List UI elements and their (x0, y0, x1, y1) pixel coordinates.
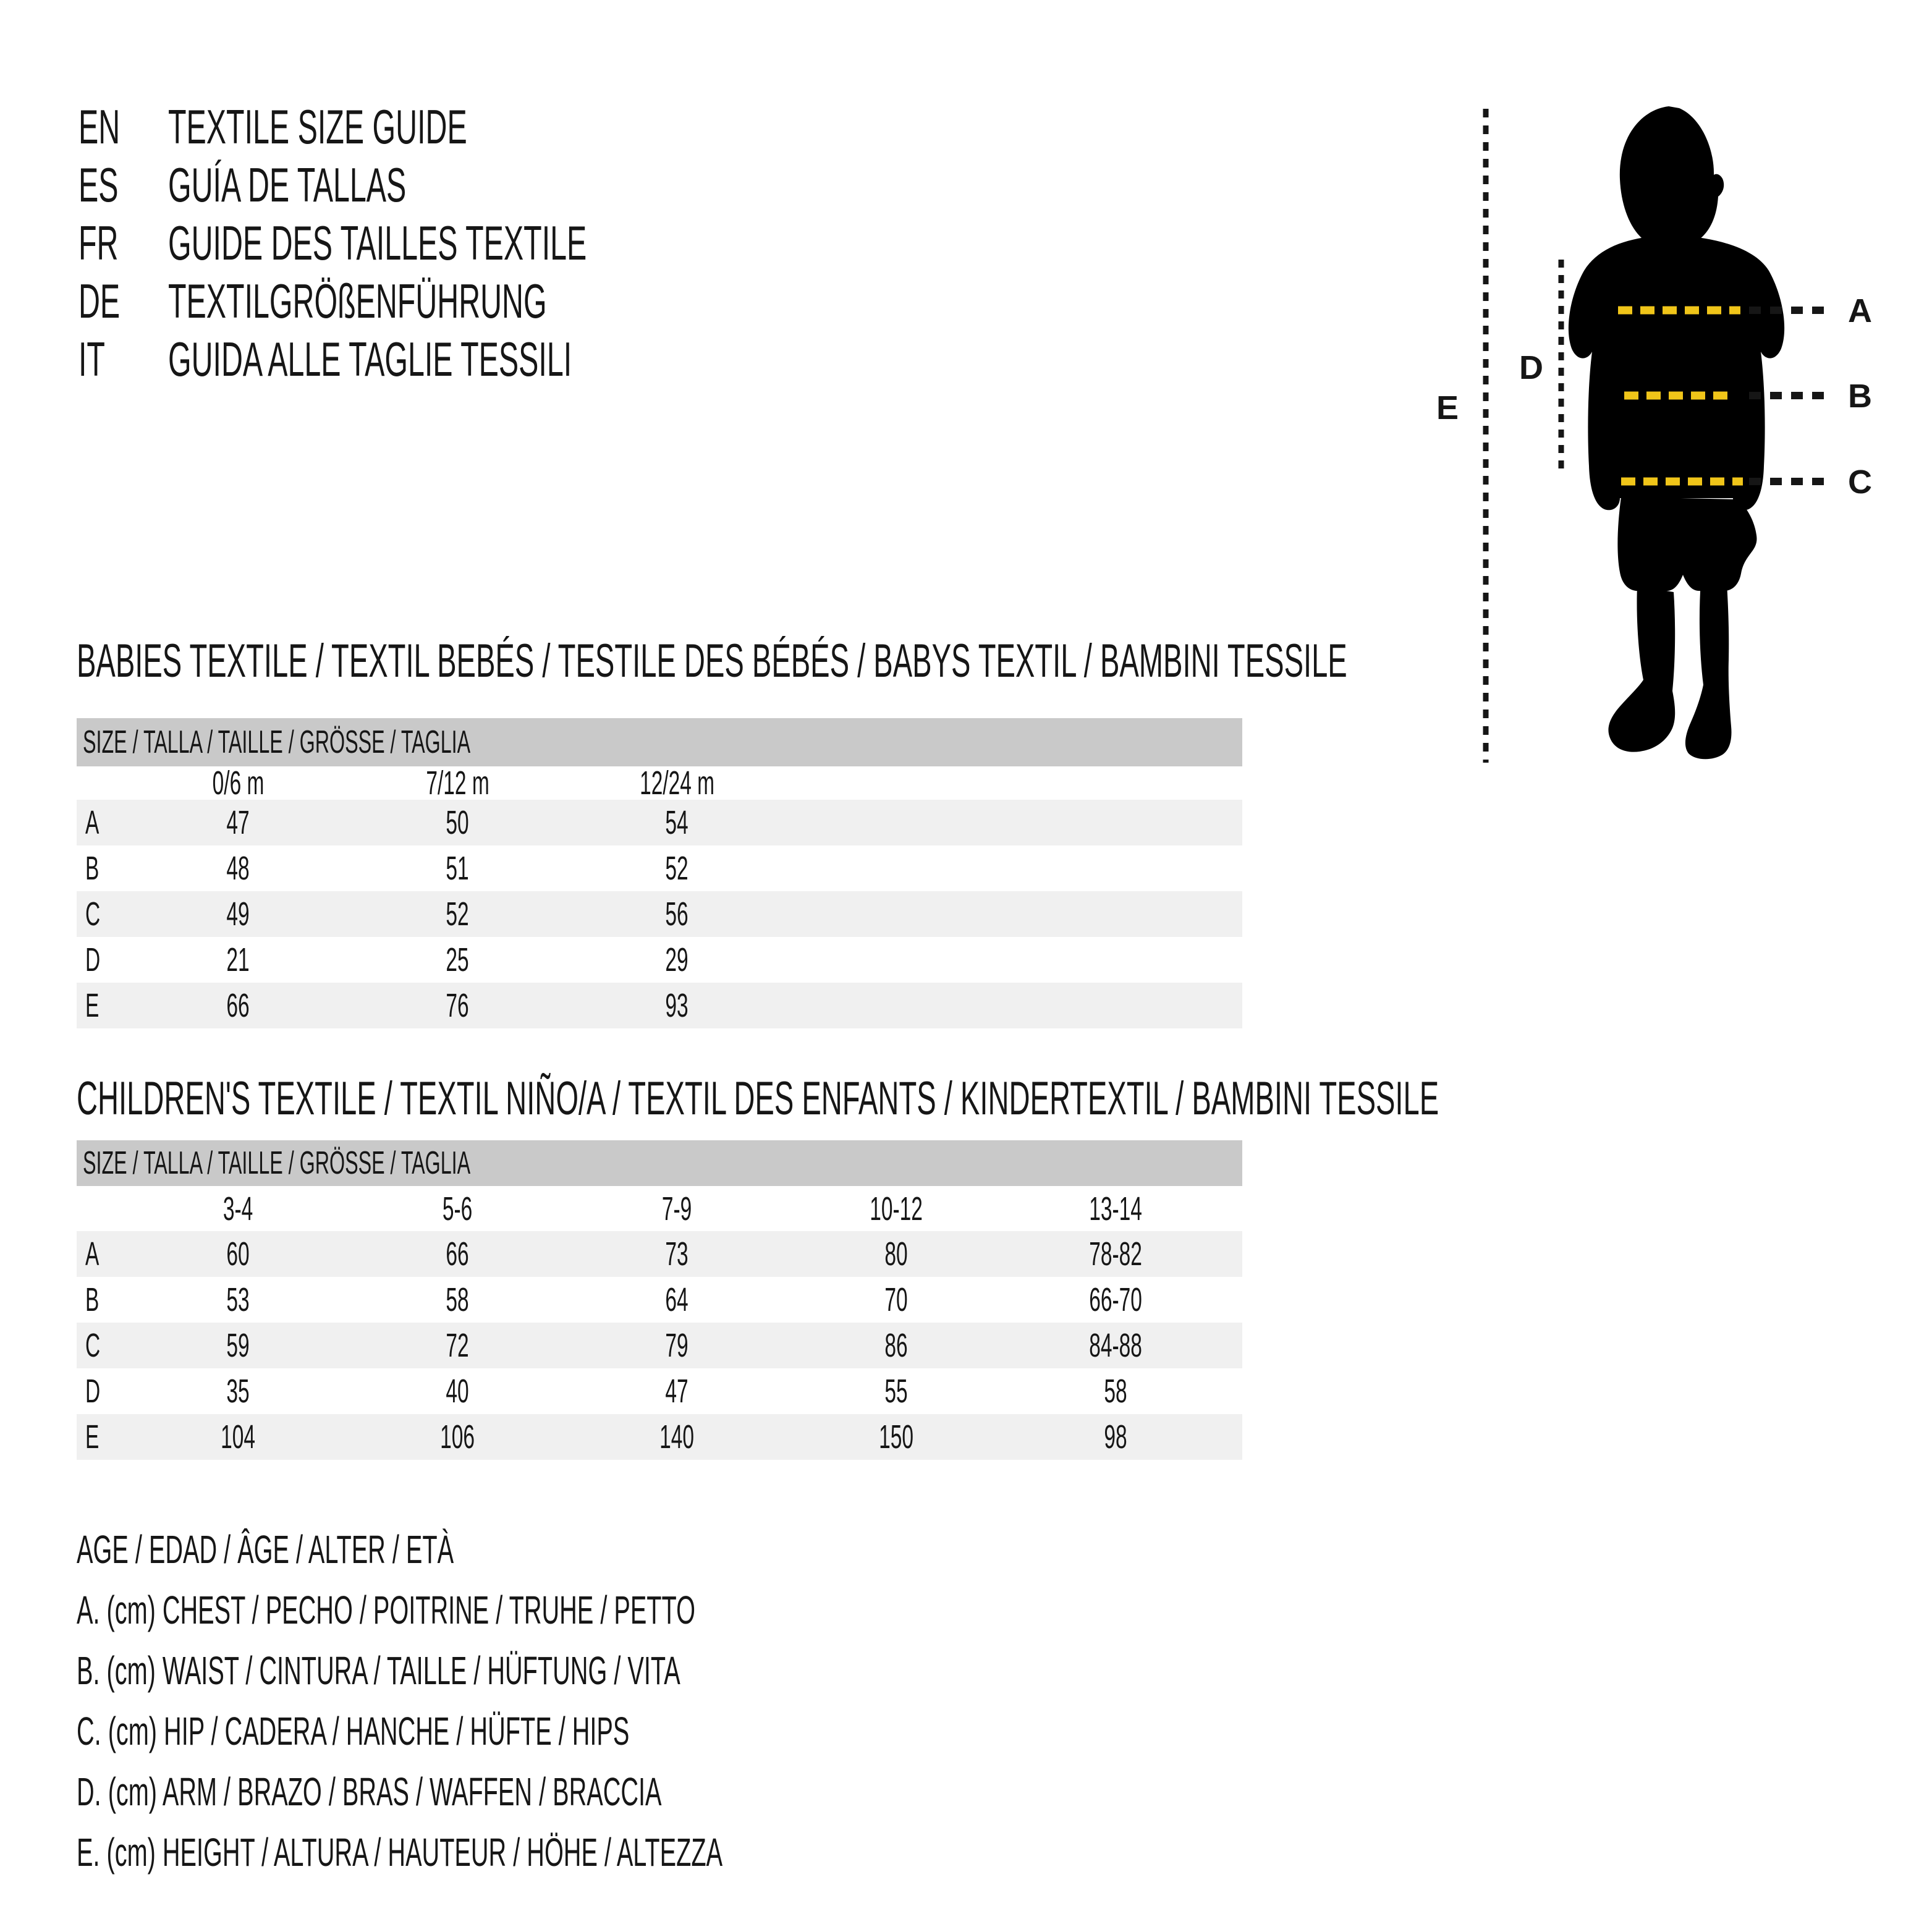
figure-label-arm-d: D (1519, 349, 1543, 386)
table-header-bar (77, 718, 1242, 766)
table-cell: 52 (665, 850, 689, 887)
table-cell: 29 (665, 941, 689, 978)
table-cell: 73 (665, 1235, 689, 1273)
table-cell: 72 (446, 1327, 470, 1364)
row-label: C (85, 896, 101, 933)
legend-line-chest: A. (cm) CHEST / PECHO / POITRINE / TRUHE / PETTO (77, 1588, 695, 1632)
row-label: A (85, 1235, 100, 1273)
guide-title-es: GUÍA DE TALLAS (168, 158, 407, 212)
table-cell: 150 (879, 1418, 914, 1455)
row-label: B (85, 1281, 100, 1318)
table-row (77, 800, 1242, 845)
table-cell: 93 (665, 987, 689, 1024)
table-cell: 35 (226, 1373, 250, 1410)
table-header-label: SIZE / TALLA / TAILLE / GRÖSSE / TAGLIA (83, 1145, 471, 1181)
table-cell: 52 (446, 896, 470, 933)
row-label: B (85, 850, 100, 887)
babies-section-title: BABIES TEXTILE / TEXTIL BEBÉS / TESTILE DES BÉBÉS / BABYS TEXTIL / BAMBINI TESSILE (77, 635, 1347, 687)
table-cell: 47 (665, 1373, 689, 1410)
table-cell: 76 (446, 987, 470, 1024)
table-cell: 60 (226, 1235, 250, 1273)
table-cell: 21 (226, 941, 250, 978)
table-cell: 140 (659, 1418, 695, 1455)
figure-label-hip-c: C (1848, 464, 1872, 501)
legend-line-height: E. (cm) HEIGHT / ALTURA / HAUTEUR / HÖHE / ALTEZZA (77, 1830, 723, 1875)
measurement-legend (77, 1519, 1119, 1883)
table-cell: 56 (665, 896, 689, 933)
column-header: 5-6 (443, 1190, 473, 1227)
table-cell: 58 (1104, 1373, 1128, 1410)
guide-title-it: GUIDA ALLE TAGLIE TESSILI (168, 332, 572, 386)
legend-line-arm: D. (cm) ARM / BRAZO / BRAS / WAFFEN / BRACCIA (77, 1769, 662, 1814)
table-row (77, 1414, 1242, 1460)
table-cell: 51 (446, 850, 470, 887)
legend-line-hip: C. (cm) HIP / CADERA / HANCHE / HÜFTE / HIPS (77, 1709, 630, 1753)
table-cell: 78-82 (1089, 1235, 1143, 1273)
table-row (77, 1277, 1242, 1323)
table-cell: 49 (226, 896, 250, 933)
table-header-label: SIZE / TALLA / TAILLE / GRÖSSE / TAGLIA (83, 724, 471, 760)
language-code: ES (78, 158, 119, 212)
table-cell: 64 (665, 1281, 689, 1318)
table-cell: 104 (221, 1418, 256, 1455)
figure-label-waist-b: B (1848, 378, 1872, 415)
table-cell: 59 (226, 1327, 250, 1364)
table-row (77, 1323, 1242, 1368)
table-cell: 70 (884, 1281, 909, 1318)
table-cell: 80 (884, 1235, 909, 1273)
table-cell: 66 (446, 1235, 470, 1273)
table-cell: 106 (440, 1418, 475, 1455)
table-cell: 79 (665, 1327, 689, 1364)
table-cell: 40 (446, 1373, 470, 1410)
table-cell: 66 (226, 987, 250, 1024)
table-cell: 25 (446, 941, 470, 978)
language-code: FR (78, 216, 119, 270)
column-header-row (77, 766, 1242, 800)
table-cell: 98 (1104, 1418, 1128, 1455)
table-cell: 48 (226, 850, 250, 887)
table-cell: 53 (226, 1281, 250, 1318)
table-cell: 47 (226, 804, 250, 841)
column-header: 12/24 m (640, 765, 714, 802)
guide-title-en: TEXTILE SIZE GUIDE (168, 100, 467, 154)
column-header: 3-4 (223, 1190, 253, 1227)
language-code: DE (78, 274, 121, 328)
column-header: 0/6 m (212, 765, 265, 802)
column-header: 7/12 m (426, 765, 489, 802)
table-cell: 54 (665, 804, 689, 841)
table-cell: 66-70 (1089, 1281, 1143, 1318)
column-header: 13-14 (1089, 1190, 1143, 1227)
table-row (77, 1368, 1242, 1414)
column-header: 10-12 (870, 1190, 923, 1227)
babies-size-table (77, 718, 1242, 1028)
guide-title-de: TEXTILGRÖßENFÜHRUNG (168, 274, 547, 328)
row-label: A (85, 804, 100, 841)
legend-line-age: AGE / EDAD / ÂGE / ALTER / ETÀ (77, 1527, 454, 1572)
table-row (77, 983, 1242, 1028)
children-size-table (77, 1140, 1242, 1460)
table-cell: 86 (884, 1327, 909, 1364)
figure-label-chest-a: A (1848, 292, 1872, 329)
table-cell: 55 (884, 1373, 909, 1410)
table-row (77, 1231, 1242, 1277)
language-code: EN (78, 100, 121, 154)
table-cell: 84-88 (1089, 1327, 1143, 1364)
legend-line-waist: B. (cm) WAIST / CINTURA / TAILLE / HÜFTUNG / VITA (77, 1648, 680, 1693)
table-row (77, 937, 1242, 983)
language-code: IT (78, 332, 105, 386)
table-row (77, 845, 1242, 891)
row-label: D (85, 941, 101, 978)
table-row (77, 891, 1242, 937)
guide-title-fr: GUIDE DES TAILLES TEXTILE (168, 216, 587, 270)
table-cell: 58 (446, 1281, 470, 1318)
row-label: C (85, 1327, 101, 1364)
column-header-row (77, 1186, 1242, 1231)
children-section-title: CHILDREN'S TEXTILE / TEXTIL NIÑO/A / TEXTIL DES ENFANTS / KINDERTEXTIL / BAMBINI TESSILE (77, 1072, 1439, 1125)
figure-label-height-e: E (1436, 389, 1459, 426)
column-header: 7-9 (662, 1190, 692, 1227)
row-label: E (85, 987, 100, 1024)
row-label: D (85, 1373, 101, 1410)
row-label: E (85, 1418, 100, 1455)
table-header-bar (77, 1140, 1242, 1186)
table-cell: 50 (446, 804, 470, 841)
